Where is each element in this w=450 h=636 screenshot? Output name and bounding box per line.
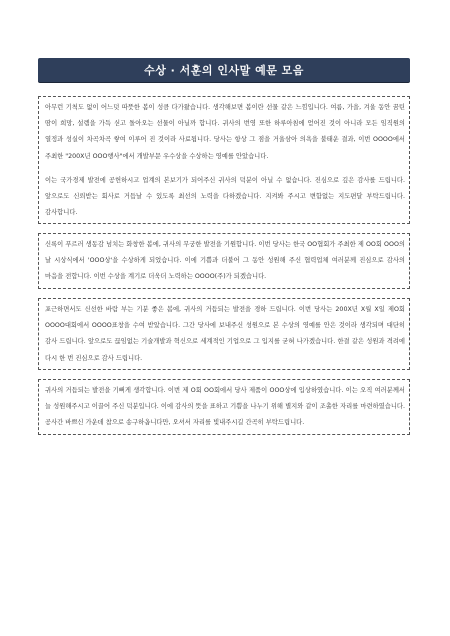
- paragraph: 신록이 푸르러 생동감 넘치는 화창한 봄에, 귀사의 무궁한 발전을 기원합니다. 이번 당사는 한국 OO협회가 주최한 제 OO회 OOO의 날 시상식에서 'OOO상'을 수상하게 되었습니다. 이에 기쁨과 더불어 그 동안 성원해 주신 협력업체 여러분께 진심으로 감사의 마음을 전합니다. 이번 수상을 계기로 더욱더 노력하는 OOOO(주)가 되겠습니다.: [45, 241, 405, 281]
- paragraph: 포근하면서도 신선한 바람 부는 기분 좋은 봄에, 귀사의 거듭되는 발전을 경하 드립니다. 이번 당사는 200X년 X월 X일 제O회 OOOO대회에서 OOOO표창을 수여 받았습니다. 그간 당사에 보내주신 성원으로 본 수상의 영예를 안은 것이라 생각되며 대단히 감사 드립니다. 앞으로도 끊임없는 기술개발과 혁신으로 세계적인 기업으로 그 입지를 굳혀 나가겠습니다. 한결 같은 성원과 격려에 다시 한 번 진심으로 감사 드립니다.: [45, 306, 405, 362]
- paragraph: 아무런 기척도 없이 어느덧 따뜻한 봄이 성큼 다가왔습니다. 생각해보면 봄이란 선물 같은 느낌입니다. 여름, 가을, 겨울 동안 꿈틴 땀이 희망, 설렘을 가득 싣고 돌아오는 선물이 아닐까 합니다. 귀사의 번영 또한 하루아침에 얻어진 것이 아니라 모든 임직원의 열정과 성실이 차곡차곡 쌓여 이루어 진 것이라 사료됩니다. 당사는 항상 그 점을 거울삼아 의욕을 불태운 결과, 이번 OOOO에서 주최한 "200X년 OOO행사"에서 개발부문 우수상을 수상하는 영예를 안았습니다.: [45, 104, 405, 160]
- greeting-example-2: [38, 233, 410, 289]
- page-title: 수상 · 서훈의 인사말 예문 모음: [144, 64, 304, 77]
- paragraph: 귀사의 거듭되는 발전을 기뻐게 생각합니다. 이번 제 O회 OO회에서 당사 제품이 OOO상에 입상하였습니다. 이는 오직 여러분께서 늘 성원해주시고 이끌어 주신 덕분입니다. 이에 감사의 뜻을 표하고 기쁨을 나누기 위해 별지와 같이 조촐한 자리를 마련하였습니다. 공사간 바쁘신 가운데 참으로 송구하옵니다만, 오셔서 자리를 빛내주시길 간곡히 부탁드립니다.: [45, 387, 405, 427]
- paragraph: 이는 국가경제 발전에 공헌하시고 업계의 본보기가 되어주신 귀사의 덕분이 아닐 수 없습니다. 진심으로 깊은 감사를 드립니다. 앞으로도 신뢰받는 회사로 거듭날 수 있도록 최선의 노력을 다하겠습니다. 지켜봐 주시고 변함없는 지도편달 부탁드립니다. 감사합니다.: [45, 176, 405, 217]
- greeting-example-4: [38, 379, 410, 435]
- title-banner: [38, 58, 410, 82]
- greeting-example-3: [38, 298, 410, 370]
- greeting-example-1: [38, 96, 410, 224]
